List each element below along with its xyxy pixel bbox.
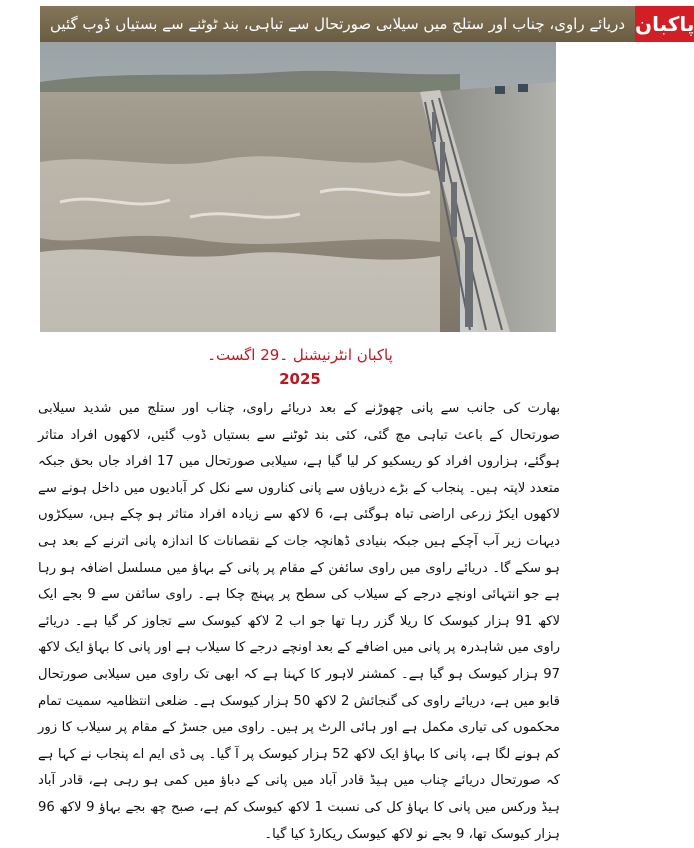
headline-bar (40, 6, 694, 42)
date: 2025 (279, 370, 321, 388)
headline: دریائے راوی، چناب اور ستلج میں سیلابی صورتحال سے تباہی، بند ٹوٹنے سے بستیاں ڈوب گئیں (40, 6, 635, 42)
flood-photo (40, 42, 556, 332)
byline: پاکبان انٹرنیشنل ۔29 اگست۔ (207, 346, 393, 364)
brand-logo: پاکبان (635, 6, 694, 42)
article-body: بھارت کی جانب سے پانی چھوڑنے کے بعد دریائے راوی، چناب اور ستلج میں شدید سیلابی صورتحال کے باعث تباہی مچ گئی، کئی بند ٹوٹنے سے بستیاں ڈوب گئیں، لاکھوں افراد متاثر ہوگئے، ہزاروں افراد کو ریسکیو کر لیا گیا ہے، سیلابی صورتحال میں 17 افراد جاں بحق جبکہ متعدد لاپتہ ہیں۔ پنجاب کے بڑے دریاؤں سے پانی کناروں سے نکل کر آبادیوں میں داخل ہونے سے لاکھوں ایکڑ زرعی اراضی تباہ ہوگئی ہے، 6 لاکھ سے زیادہ افراد متاثر ہو چکے ہیں، سیکڑوں دیہات زیر آب آچکے ہیں جبکہ بنیادی ڈھانچہ جات کے نقصانات کا اندازہ پانی اترنے کے بعد ہی ہو سکے گا۔ دریائے راوی میں راوی سائفن کے مقام پر پانی کے بہاؤ میں مسلسل اضافہ ہو رہا ہے جو انتہائی اونچے درجے کے سیلاب کی سطح پر پہنچ چکا ہے۔ راوی سائفن سے 9 بجے ایک لاکھ 91 ہزار کیوسک کا ریلا گزر رہا تھا جو اب 2 لاکھ کیوسک سے تجاوز کر گیا ہے۔ دریائے راوی میں شاہدرہ پر پانی میں اضافے کے بعد اونچے درجے کا سیلاب ہے اور پانی کا بہاؤ ایک لاکھ 97 ہزار کیوسک ہو گیا ہے۔ کمشنر لاہور کا کہنا ہے کہ ابھی تک راوی میں سیلابی صورتحال قابو میں ہے، دریائے راوی کی گنجائش 2 لاکھ 50 ہزار کیوسک ہے۔ ضلعی انتظامیہ سمیت تمام محکموں کی تیاری مکمل ہے اور ہائی الرٹ پر ہیں۔ راوی میں جسڑ کے مقام پر سیلاب کا زور کم ہونے لگا ہے، پانی کا بہاؤ ایک لاکھ 52 ہزار کیوسک پر آ گیا۔ پی ڈی ایم اے پنجاب نے کہا ہے کہ صورتحال دریائے چناب میں ہیڈ قادر آباد میں پانی کے دباؤ میں کمی ہو رہی ہے، قادر آباد ہیڈ ورکس میں پانی کا بہاؤ کل کی نسبت 1 لاکھ کیوسک کم ہے، صبح چھ بجے بہاؤ 9 لاکھ 96 ہزار کیوسک تھا، 9 بجے نو لاکھ کیوسک ریکارڈ کیا گیا۔ (38, 401, 560, 842)
flood-photo-illustration (40, 42, 556, 332)
